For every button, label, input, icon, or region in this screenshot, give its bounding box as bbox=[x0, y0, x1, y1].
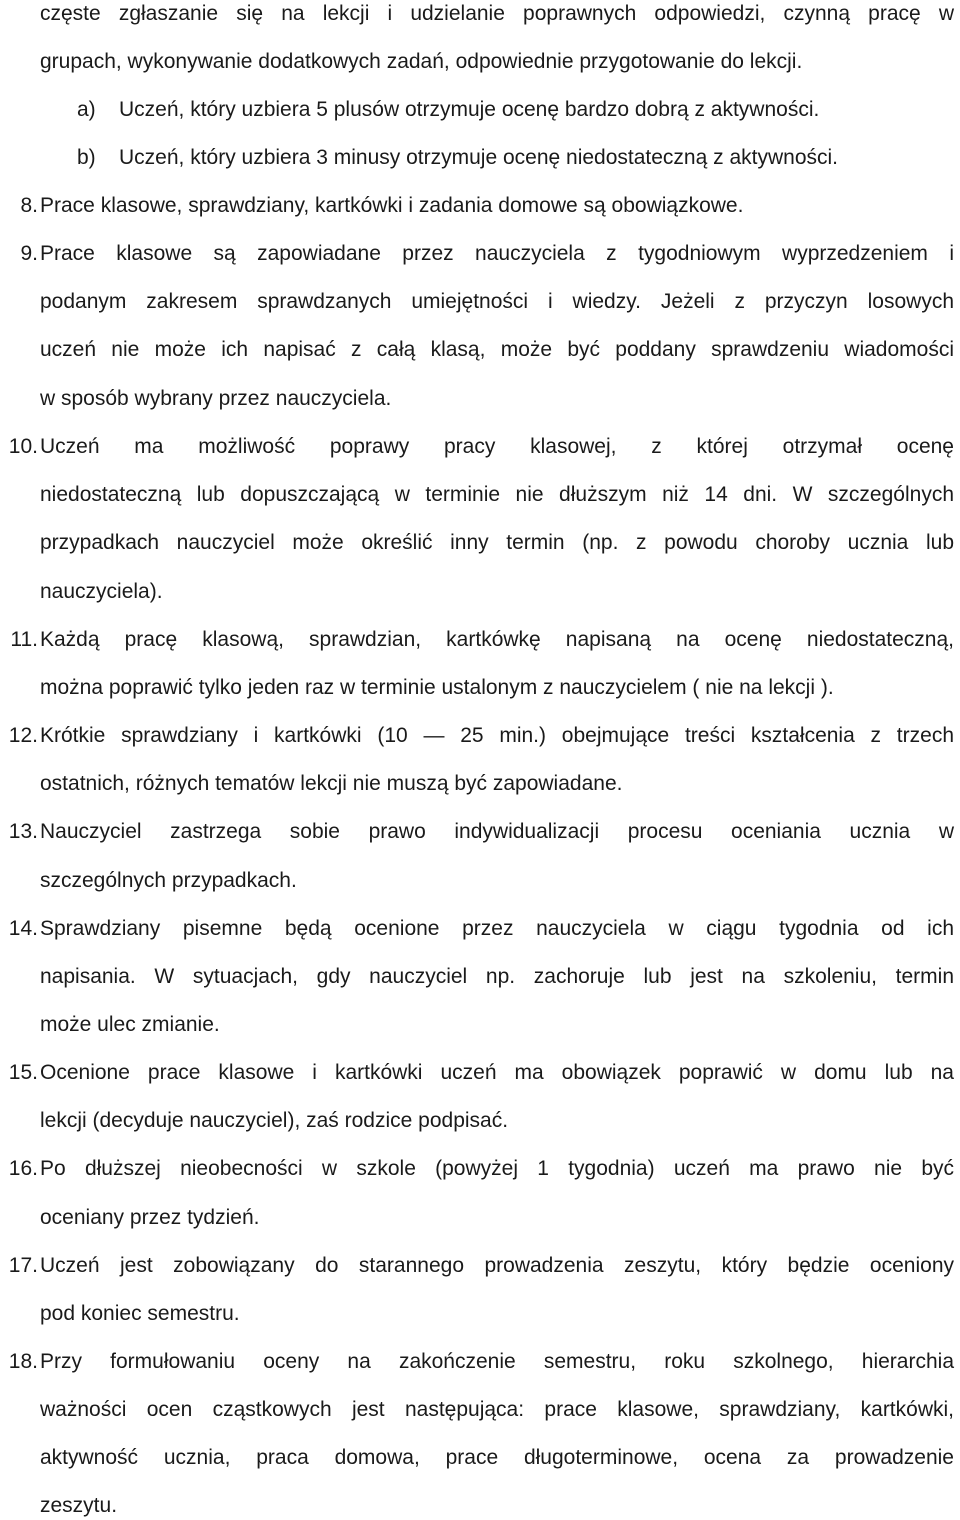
item-line: Po dłuższej nieobecności w szkole (powyżej 1 tygodnia) uczeń ma prawo nie być bbox=[40, 1157, 954, 1180]
item-line: może ulec zmianie. bbox=[40, 1013, 220, 1036]
intro-line: grupach, wykonywanie dodatkowych zadań, odpowiednie przygotowanie do lekcji. bbox=[40, 50, 803, 73]
item-number: 8. bbox=[20, 194, 38, 217]
item-line: ostatnich, różnych tematów lekcji nie muszą być zapowiadane. bbox=[40, 772, 623, 795]
item-line: napisania. W sytuacjach, gdy nauczyciel np. zachoruje lub jest na szkoleniu, termin bbox=[40, 965, 954, 988]
item-line: przypadkach nauczyciel może określić inny termin (np. z powodu choroby ucznia lub bbox=[40, 531, 954, 554]
item-line: oceniany przez tydzień. bbox=[40, 1206, 260, 1229]
item-line: Uczeń ma możliwość poprawy pracy klasowej, z której otrzymał ocenę bbox=[40, 435, 954, 458]
item-number: 9. bbox=[20, 242, 38, 265]
sub-item-marker: b) bbox=[77, 146, 96, 169]
item-line: lekcji (decyduje nauczyciel), zaś rodzice podpisać. bbox=[40, 1109, 509, 1132]
sub-item-marker: a) bbox=[77, 98, 96, 121]
item-number: 15. bbox=[8, 1061, 38, 1084]
sub-item-text: Uczeń, który uzbiera 3 minusy otrzymuje ocenę niedostateczną z aktywności. bbox=[119, 146, 838, 169]
item-line: Przy formułowaniu oceny na zakończenie semestru, roku szkolnego, hierarchia bbox=[40, 1350, 954, 1373]
intro-line: częste zgłaszanie się na lekcji i udzielanie poprawnych odpowiedzi, czynną pracę w bbox=[40, 2, 954, 25]
item-line: nauczyciela). bbox=[40, 580, 163, 603]
item-line: Uczeń jest zobowiązany do starannego prowadzenia zeszytu, który będzie oceniony bbox=[40, 1254, 954, 1277]
item-line: w sposób wybrany przez nauczyciela. bbox=[40, 387, 392, 410]
item-line: szczególnych przypadkach. bbox=[40, 869, 297, 892]
item-line: podanym zakresem sprawdzanych umiejętności i wiedzy. Jeżeli z przyczyn losowych bbox=[40, 290, 954, 313]
item-number: 17. bbox=[8, 1254, 38, 1277]
item-number: 13. bbox=[8, 820, 38, 843]
item-line: pod koniec semestru. bbox=[40, 1302, 240, 1325]
item-number: 14. bbox=[8, 917, 38, 940]
item-line: Prace klasowe, sprawdziany, kartkówki i zadania domowe są obowiązkowe. bbox=[40, 194, 744, 217]
item-line: Ocenione prace klasowe i kartkówki uczeń ma obowiązek poprawić w domu lub na bbox=[40, 1061, 954, 1084]
item-number: 18. bbox=[8, 1350, 38, 1373]
item-number: 12. bbox=[8, 724, 38, 747]
item-line: Nauczyciel zastrzega sobie prawo indywidualizacji procesu oceniania ucznia w bbox=[40, 820, 954, 843]
item-number: 11. bbox=[10, 628, 38, 651]
item-line: Każdą pracę klasową, sprawdzian, kartkówkę napisaną na ocenę niedostateczną, bbox=[40, 628, 954, 651]
item-line: zeszytu. bbox=[40, 1494, 118, 1517]
item-line: Sprawdziany pisemne będą ocenione przez nauczyciela w ciągu tygodnia od ich bbox=[40, 917, 954, 940]
item-line: niedostateczną lub dopuszczającą w terminie nie dłuższym niż 14 dni. W szczególnych bbox=[40, 483, 954, 506]
item-number: 16. bbox=[8, 1157, 38, 1180]
item-line: Prace klasowe są zapowiadane przez nauczyciela z tygodniowym wyprzedzeniem i bbox=[40, 242, 954, 265]
item-number: 10. bbox=[8, 435, 38, 458]
sub-item-text: Uczeń, który uzbiera 5 plusów otrzymuje ocenę bardzo dobrą z aktywności. bbox=[119, 98, 820, 121]
item-line: ważności ocen cząstkowych jest następująca: prace klasowe, sprawdziany, kartkówki, bbox=[40, 1398, 954, 1421]
item-line: można poprawić tylko jeden raz w terminie ustalonym z nauczycielem ( nie na lekcji ). bbox=[40, 676, 834, 699]
item-line: uczeń nie może ich napisać z całą klasą, może być poddany sprawdzeniu wiadomości bbox=[40, 338, 954, 361]
item-line: aktywność ucznia, praca domowa, prace długoterminowe, ocena za prowadzenie bbox=[40, 1446, 954, 1469]
item-line: Krótkie sprawdziany i kartkówki (10 — 25 min.) obejmujące treści kształcenia z trzech bbox=[40, 724, 954, 747]
